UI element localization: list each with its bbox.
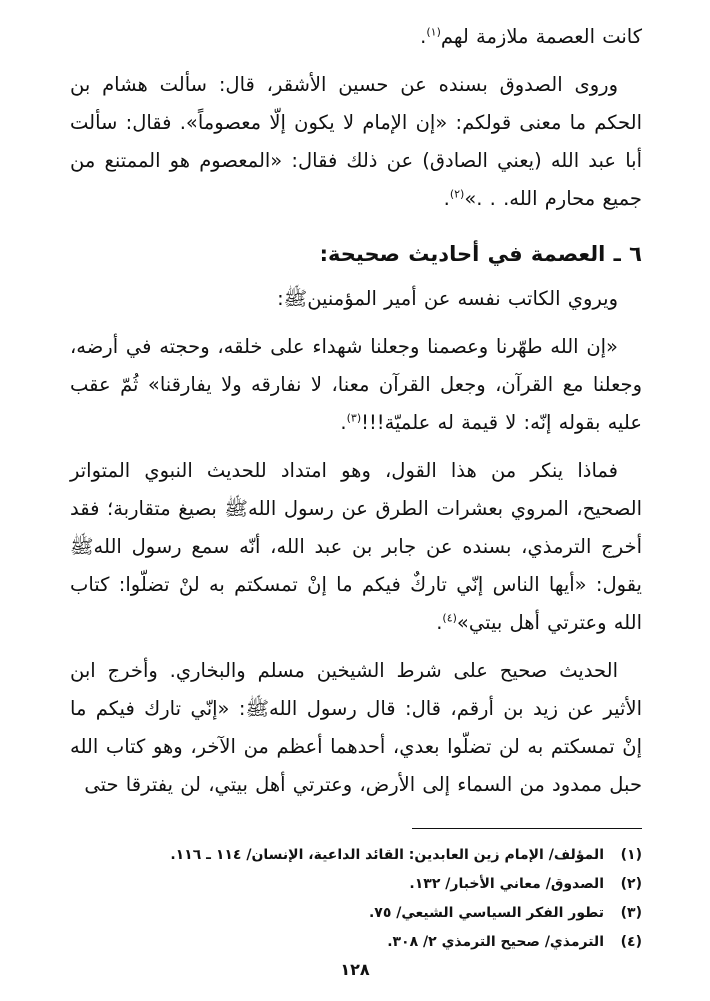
footnote-ref-1[interactable]: (١): [426, 25, 441, 39]
page-number: ١٢٨: [340, 960, 370, 979]
paragraph-hadith-authenticity: الحديث صحيح على شرط الشيخين مسلم والبخاري. وأخرج ابن الأثير عن زيد بن أرقم، قال: قال رسول اللهﷺ: «إنّي تارك فيكم ما إنْ تمسكتم به لن تضلّوا بعدي، أحدهما أعظم من الآخر، وهو كتاب الله حبل ممدود من السماء إلى الأرض، وعترتي أهل بيتي، لن يفترقا حتى: [70, 659, 642, 796]
footnote-item: (٣) تطور الفكر السياسي الشيعي/ ٧٥.: [368, 905, 642, 921]
footnote-ref-3[interactable]: (٣): [346, 411, 362, 425]
paragraph-thaqalayn-hadith: فماذا ينكر من هذا القول، وهو امتداد للحديث النبوي المتواتر الصحيح، المروي بعشرات الطرق عن رسول اللهﷺ بصيغ متقاربة؛ فقد أخرج الترمذي، بسنده عن جابر بن عبد الله، أنّه سمع رسول اللهﷺ يقول: «أيها الناس إنّي تاركٌ فيكم ما إنْ تمسكتم به لنْ تضلّوا: كتاب الله وعترتي أهل بيتي»$^{(٤)}$.: [70, 459, 642, 634]
paragraph-saduq-narration: وروى الصدوق بسنده عن حسين الأشقر، قال: سألت هشام بن الحكم ما معنى قولكم: «إن الإمام لا يكون إلّا معصوماً». فقال: سألت أبا عبد الله (يعني الصادق) عن ذلك فقال: «المعصوم هو الممتنع من جميع محارم الله. . .»$^{(٢)}$.: [70, 73, 642, 210]
paragraph-imam-quote: «إن الله طهّرنا وعصمنا وجعلنا شهداء على خلقه، وحجته في أرضه، وجعلنا مع القرآن، وجعل القرآن معنا، لا نفارقه ولا يفارقنا» ثُمّ عقب عليه بقوله إنّه: لا قيمة له علميّة!!!$^{(٣)}$.: [70, 335, 642, 434]
footnotes-list: [70, 841, 642, 957]
paragraph-continuation: كانت العصمة ملازمة لهم$^{(١)}$.: [420, 25, 642, 48]
footnote-ref-4[interactable]: (٤): [442, 611, 457, 625]
paragraph-author-narration: ويروي الكاتب نفسه عن أمير المؤمنينﷺ:: [277, 287, 618, 310]
footnote-ref-2[interactable]: (٢): [449, 187, 465, 201]
footnote-divider: [412, 828, 642, 829]
footnote-item: (١) المؤلف/ الإمام زين العابدين: القائد الداعية، الإنسان/ ١١٤ ـ ١١٦.: [170, 847, 642, 863]
section-heading: ٦ ـ العصمة في أحاديث صحيحة:: [319, 242, 642, 266]
footnote-item: (٢) الصدوق/ معاني الأخبار/ ١٣٢.: [409, 876, 642, 892]
footnote-item: (٤) الترمذي/ صحيح الترمذي ٢/ ٣٠٨.: [387, 934, 642, 950]
